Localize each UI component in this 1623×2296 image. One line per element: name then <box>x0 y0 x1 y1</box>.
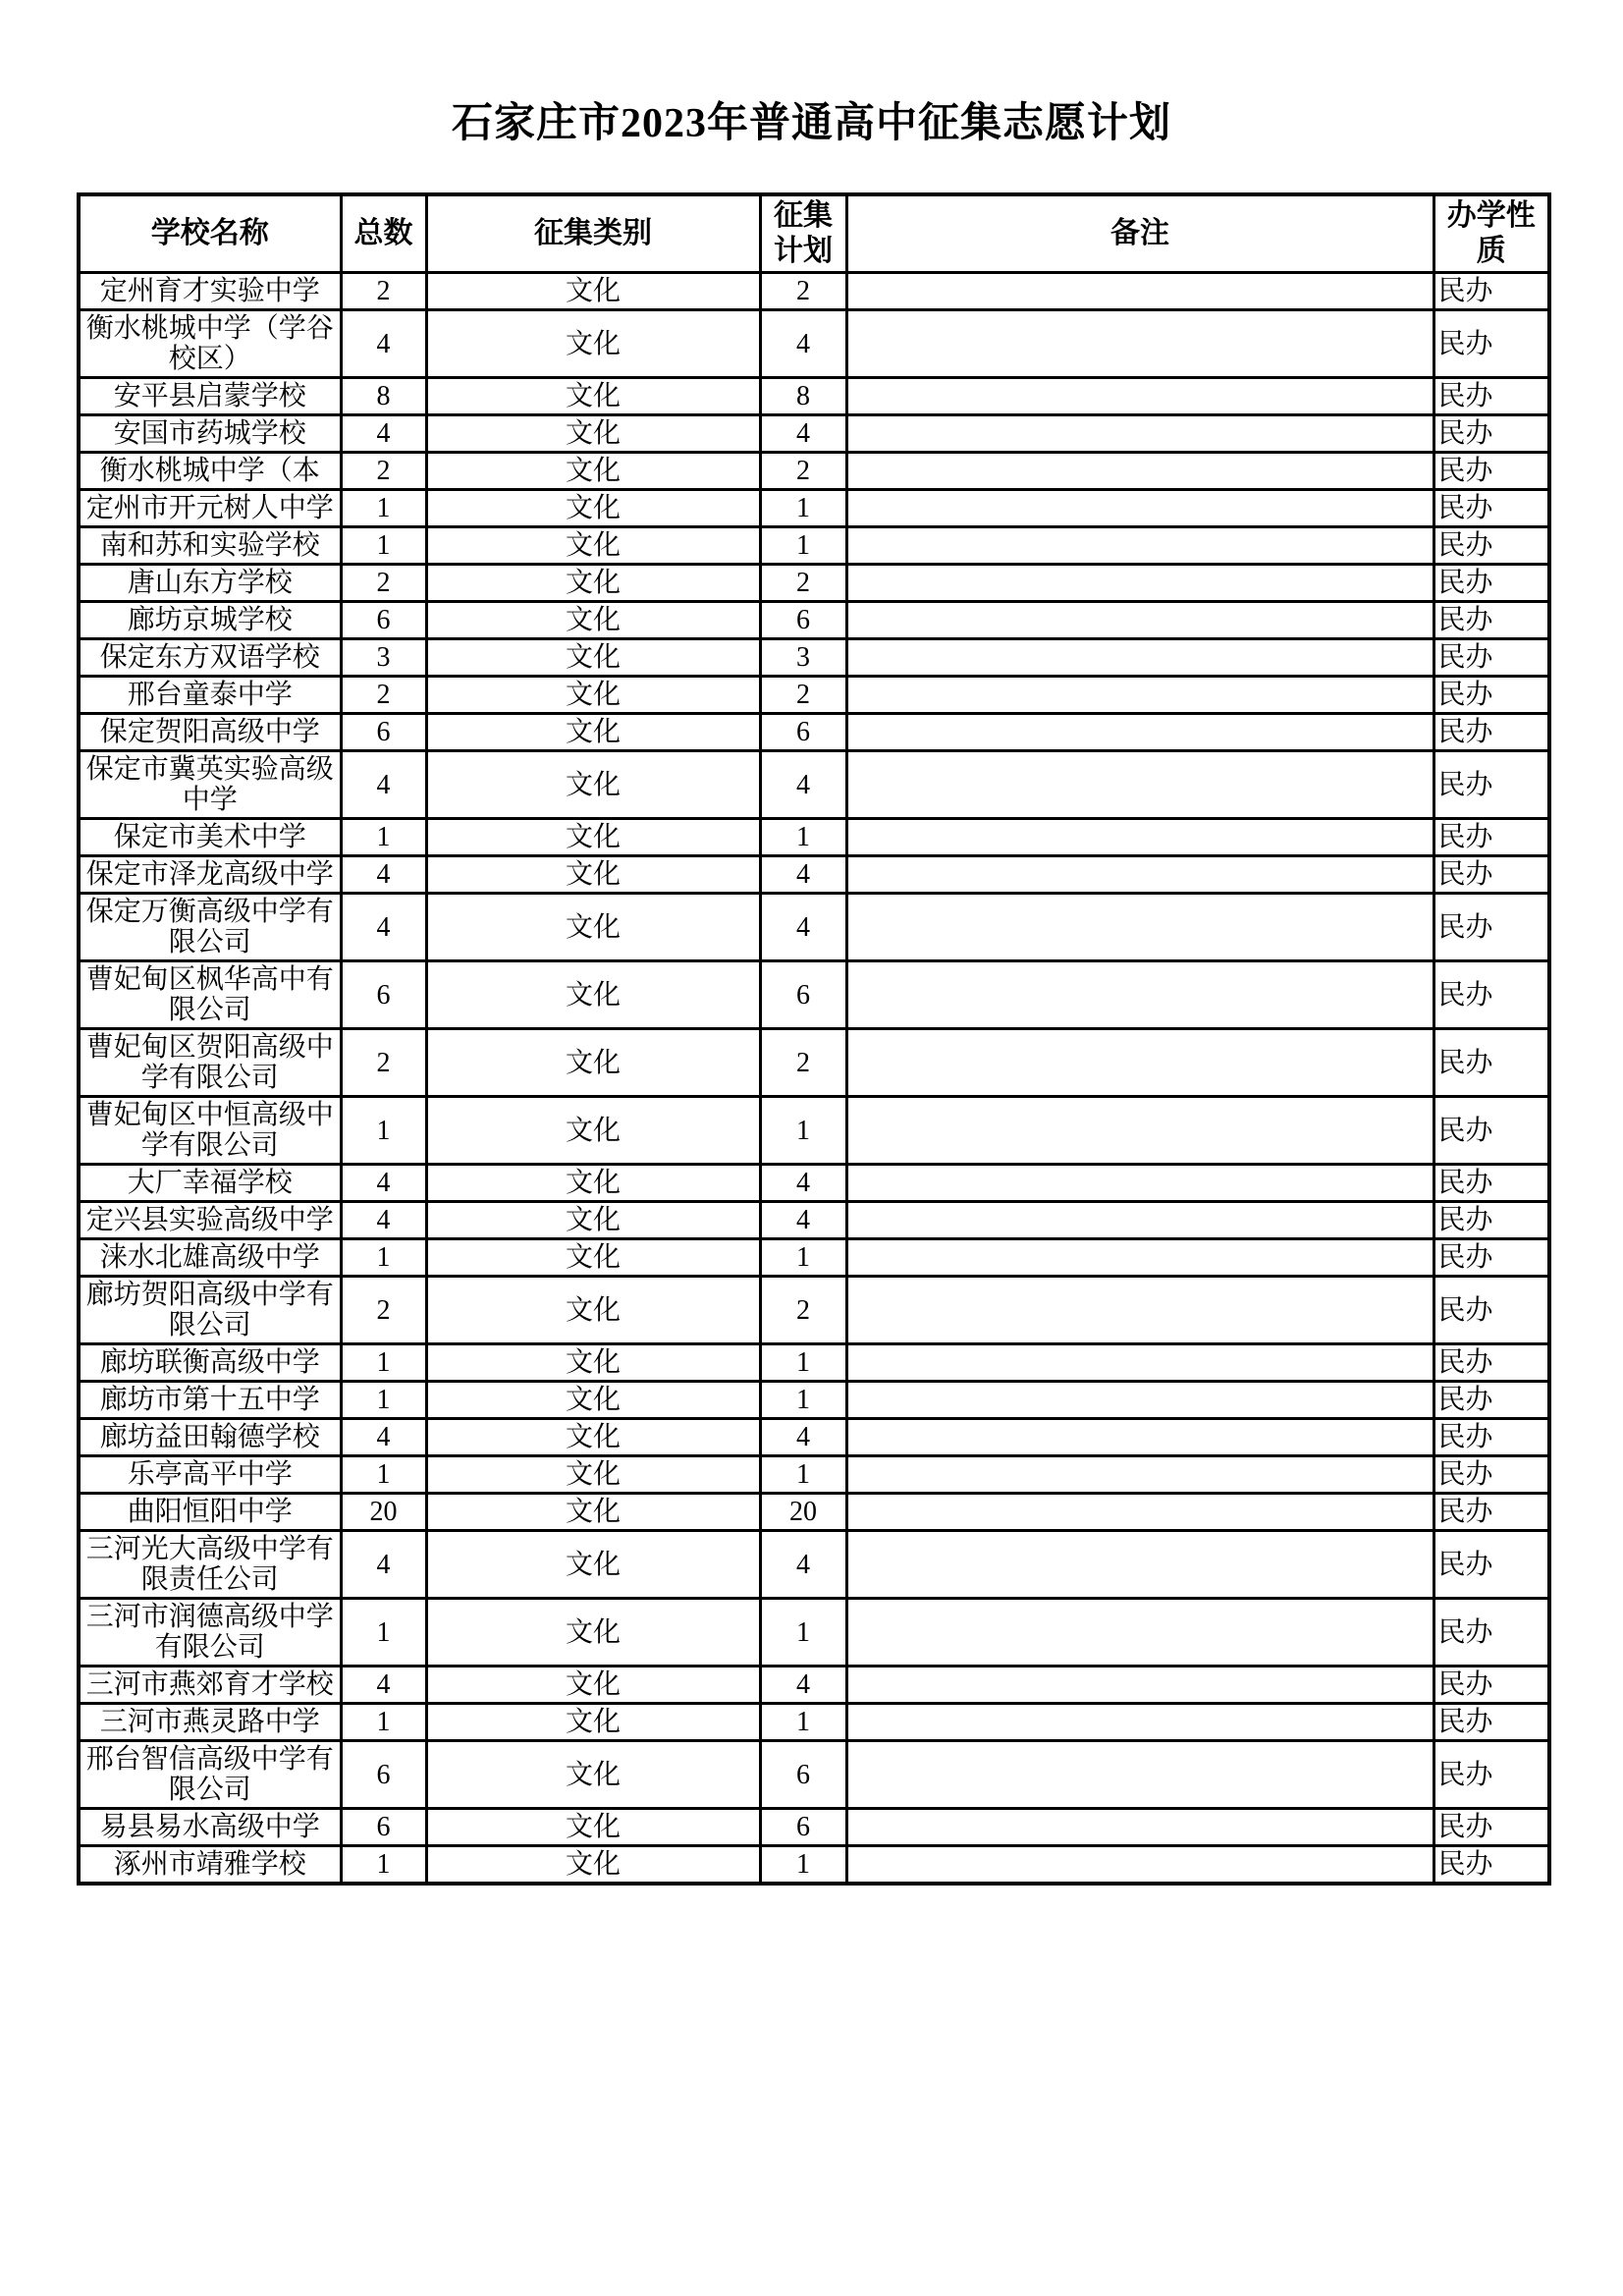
category-cell: 文化 <box>426 1165 760 1202</box>
remark-cell <box>846 1846 1434 1885</box>
nature-cell: 民办 <box>1434 378 1549 415</box>
nature-cell: 民办 <box>1434 1419 1549 1456</box>
table-row <box>79 677 1549 714</box>
remark-cell <box>846 1277 1434 1344</box>
column-header-remark: 备注 <box>846 194 1434 273</box>
table-row <box>79 894 1549 961</box>
total-cell: 6 <box>341 1741 426 1809</box>
school-name-cell: 廊坊贺阳高级中学有限公司 <box>79 1277 341 1344</box>
category-cell: 文化 <box>426 1846 760 1885</box>
remark-cell <box>846 1809 1434 1846</box>
total-cell: 4 <box>341 415 426 453</box>
table-row <box>79 1097 1549 1165</box>
total-cell: 2 <box>341 1029 426 1097</box>
plan-cell: 1 <box>760 490 846 527</box>
table-row <box>79 1809 1549 1846</box>
plan-cell: 1 <box>760 527 846 565</box>
table-row <box>79 1382 1549 1419</box>
column-header-total: 总数 <box>341 194 426 273</box>
plan-cell: 4 <box>760 1202 846 1239</box>
table-row <box>79 1846 1549 1885</box>
plan-cell: 4 <box>760 1531 846 1599</box>
plan-cell: 1 <box>760 819 846 856</box>
remark-cell <box>846 856 1434 894</box>
school-name-cell: 保定市冀英实验高级中学 <box>79 751 341 819</box>
category-cell: 文化 <box>426 1809 760 1846</box>
nature-cell: 民办 <box>1434 1029 1549 1097</box>
plan-cell: 4 <box>760 415 846 453</box>
remark-cell <box>846 1494 1434 1531</box>
category-cell: 文化 <box>426 714 760 751</box>
total-cell: 4 <box>341 1667 426 1704</box>
remark-cell <box>846 602 1434 639</box>
total-cell: 6 <box>341 1809 426 1846</box>
table-row <box>79 527 1549 565</box>
plan-cell: 1 <box>760 1239 846 1277</box>
column-header-category: 征集类别 <box>426 194 760 273</box>
table-row <box>79 1741 1549 1809</box>
category-cell: 文化 <box>426 856 760 894</box>
nature-cell: 民办 <box>1434 961 1549 1029</box>
table-row <box>79 415 1549 453</box>
remark-cell <box>846 1202 1434 1239</box>
category-cell: 文化 <box>426 751 760 819</box>
total-cell: 4 <box>341 310 426 378</box>
total-cell: 1 <box>341 1344 426 1382</box>
nature-cell: 民办 <box>1434 819 1549 856</box>
nature-cell: 民办 <box>1434 1239 1549 1277</box>
remark-cell <box>846 1239 1434 1277</box>
remark-cell <box>846 1419 1434 1456</box>
table-row <box>79 639 1549 677</box>
school-name-cell: 曹妃甸区中恒高级中学有限公司 <box>79 1097 341 1165</box>
category-cell: 文化 <box>426 1494 760 1531</box>
plan-cell: 6 <box>760 714 846 751</box>
table-row <box>79 1029 1549 1097</box>
remark-cell <box>846 1344 1434 1382</box>
school-name-cell: 涞水北雄高级中学 <box>79 1239 341 1277</box>
table-row <box>79 490 1549 527</box>
plan-cell: 2 <box>760 677 846 714</box>
remark-cell <box>846 1531 1434 1599</box>
plan-cell: 4 <box>760 856 846 894</box>
plan-cell: 4 <box>760 310 846 378</box>
school-name-cell: 易县易水高级中学 <box>79 1809 341 1846</box>
category-cell: 文化 <box>426 1277 760 1344</box>
table-row <box>79 1704 1549 1741</box>
nature-cell: 民办 <box>1434 1531 1549 1599</box>
remark-cell <box>846 1382 1434 1419</box>
table-row <box>79 1456 1549 1494</box>
school-name-cell: 三河市燕郊育才学校 <box>79 1667 341 1704</box>
school-name-cell: 曹妃甸区贺阳高级中学有限公司 <box>79 1029 341 1097</box>
category-cell: 文化 <box>426 1599 760 1667</box>
category-cell: 文化 <box>426 378 760 415</box>
table-row <box>79 1344 1549 1382</box>
school-name-cell: 保定万衡高级中学有限公司 <box>79 894 341 961</box>
plan-cell: 4 <box>760 1667 846 1704</box>
plan-cell: 1 <box>760 1456 846 1494</box>
total-cell: 1 <box>341 1456 426 1494</box>
total-cell: 1 <box>341 819 426 856</box>
school-name-cell: 廊坊联衡高级中学 <box>79 1344 341 1382</box>
total-cell: 2 <box>341 273 426 310</box>
category-cell: 文化 <box>426 819 760 856</box>
school-name-cell: 衡水桃城中学（学谷校区） <box>79 310 341 378</box>
nature-cell: 民办 <box>1434 677 1549 714</box>
school-name-cell: 邢台智信高级中学有限公司 <box>79 1741 341 1809</box>
table-row <box>79 1531 1549 1599</box>
school-name-cell: 保定市美术中学 <box>79 819 341 856</box>
nature-cell: 民办 <box>1434 490 1549 527</box>
school-name-cell: 南和苏和实验学校 <box>79 527 341 565</box>
table-row <box>79 378 1549 415</box>
total-cell: 1 <box>341 527 426 565</box>
nature-cell: 民办 <box>1434 1277 1549 1344</box>
plan-cell: 1 <box>760 1704 846 1741</box>
table-row <box>79 856 1549 894</box>
total-cell: 4 <box>341 894 426 961</box>
total-cell: 8 <box>341 378 426 415</box>
plan-cell: 6 <box>760 961 846 1029</box>
remark-cell <box>846 1029 1434 1097</box>
remark-cell <box>846 490 1434 527</box>
remark-cell <box>846 527 1434 565</box>
table-row <box>79 714 1549 751</box>
nature-cell: 民办 <box>1434 1165 1549 1202</box>
category-cell: 文化 <box>426 1667 760 1704</box>
nature-cell: 民办 <box>1434 602 1549 639</box>
total-cell: 6 <box>341 602 426 639</box>
table-row <box>79 1239 1549 1277</box>
remark-cell <box>846 751 1434 819</box>
remark-cell <box>846 1704 1434 1741</box>
plan-cell: 6 <box>760 1741 846 1809</box>
school-name-cell: 涿州市靖雅学校 <box>79 1846 341 1885</box>
plan-cell: 2 <box>760 565 846 602</box>
school-name-cell: 乐亭高平中学 <box>79 1456 341 1494</box>
plan-cell: 4 <box>760 1165 846 1202</box>
remark-cell <box>846 714 1434 751</box>
school-name-cell: 衡水桃城中学（本 <box>79 453 341 490</box>
remark-cell <box>846 1741 1434 1809</box>
nature-cell: 民办 <box>1434 273 1549 310</box>
school-name-cell: 廊坊京城学校 <box>79 602 341 639</box>
remark-cell <box>846 273 1434 310</box>
total-cell: 1 <box>341 1704 426 1741</box>
nature-cell: 民办 <box>1434 856 1549 894</box>
category-cell: 文化 <box>426 273 760 310</box>
school-name-cell: 保定东方双语学校 <box>79 639 341 677</box>
table-row <box>79 961 1549 1029</box>
nature-cell: 民办 <box>1434 527 1549 565</box>
table-row <box>79 453 1549 490</box>
table-row <box>79 1165 1549 1202</box>
school-name-cell: 安国市药城学校 <box>79 415 341 453</box>
category-cell: 文化 <box>426 1382 760 1419</box>
school-name-cell: 保定市泽龙高级中学 <box>79 856 341 894</box>
total-cell: 1 <box>341 1599 426 1667</box>
plan-cell: 4 <box>760 751 846 819</box>
total-cell: 2 <box>341 1277 426 1344</box>
plan-cell: 6 <box>760 1809 846 1846</box>
nature-cell: 民办 <box>1434 310 1549 378</box>
category-cell: 文化 <box>426 1531 760 1599</box>
remark-cell <box>846 1599 1434 1667</box>
category-cell: 文化 <box>426 453 760 490</box>
nature-cell: 民办 <box>1434 1809 1549 1846</box>
category-cell: 文化 <box>426 1202 760 1239</box>
school-name-cell: 大厂幸福学校 <box>79 1165 341 1202</box>
table-row <box>79 1419 1549 1456</box>
school-name-cell: 安平县启蒙学校 <box>79 378 341 415</box>
school-name-cell: 定州市开元树人中学 <box>79 490 341 527</box>
nature-cell: 民办 <box>1434 1846 1549 1885</box>
table-row <box>79 751 1549 819</box>
remark-cell <box>846 894 1434 961</box>
total-cell: 4 <box>341 1531 426 1599</box>
total-cell: 4 <box>341 1165 426 1202</box>
total-cell: 4 <box>341 856 426 894</box>
school-name-cell: 曹妃甸区枫华高中有限公司 <box>79 961 341 1029</box>
remark-cell <box>846 819 1434 856</box>
column-header-plan: 征集计划 <box>760 194 846 273</box>
plan-cell: 6 <box>760 602 846 639</box>
nature-cell: 民办 <box>1434 1202 1549 1239</box>
table-row <box>79 1277 1549 1344</box>
plan-cell: 20 <box>760 1494 846 1531</box>
remark-cell <box>846 453 1434 490</box>
category-cell: 文化 <box>426 1344 760 1382</box>
table-row <box>79 310 1549 378</box>
nature-cell: 民办 <box>1434 1344 1549 1382</box>
table-row <box>79 1599 1549 1667</box>
plan-cell: 8 <box>760 378 846 415</box>
plan-cell: 1 <box>760 1846 846 1885</box>
table-row <box>79 1494 1549 1531</box>
nature-cell: 民办 <box>1434 894 1549 961</box>
nature-cell: 民办 <box>1434 565 1549 602</box>
nature-cell: 民办 <box>1434 1494 1549 1531</box>
school-name-cell: 邢台童泰中学 <box>79 677 341 714</box>
remark-cell <box>846 1456 1434 1494</box>
nature-cell: 民办 <box>1434 1667 1549 1704</box>
total-cell: 3 <box>341 639 426 677</box>
nature-cell: 民办 <box>1434 415 1549 453</box>
school-name-cell: 三河市润德高级中学有限公司 <box>79 1599 341 1667</box>
remark-cell <box>846 639 1434 677</box>
school-name-cell: 定州育才实验中学 <box>79 273 341 310</box>
plan-cell: 1 <box>760 1097 846 1165</box>
plan-cell: 4 <box>760 1419 846 1456</box>
remark-cell <box>846 415 1434 453</box>
remark-cell <box>846 1667 1434 1704</box>
category-cell: 文化 <box>426 490 760 527</box>
category-cell: 文化 <box>426 415 760 453</box>
category-cell: 文化 <box>426 1239 760 1277</box>
total-cell: 20 <box>341 1494 426 1531</box>
remark-cell <box>846 565 1434 602</box>
category-cell: 文化 <box>426 894 760 961</box>
category-cell: 文化 <box>426 639 760 677</box>
category-cell: 文化 <box>426 961 760 1029</box>
nature-cell: 民办 <box>1434 639 1549 677</box>
total-cell: 4 <box>341 1419 426 1456</box>
plan-cell: 1 <box>760 1599 846 1667</box>
plan-cell: 1 <box>760 1344 846 1382</box>
table-header <box>79 194 1549 273</box>
school-name-cell: 唐山东方学校 <box>79 565 341 602</box>
remark-cell <box>846 1165 1434 1202</box>
category-cell: 文化 <box>426 602 760 639</box>
nature-cell: 民办 <box>1434 453 1549 490</box>
total-cell: 1 <box>341 1846 426 1885</box>
category-cell: 文化 <box>426 1456 760 1494</box>
total-cell: 6 <box>341 714 426 751</box>
nature-cell: 民办 <box>1434 1704 1549 1741</box>
category-cell: 文化 <box>426 1029 760 1097</box>
table-row <box>79 1202 1549 1239</box>
school-name-cell: 廊坊益田翰德学校 <box>79 1419 341 1456</box>
table-row <box>79 273 1549 310</box>
category-cell: 文化 <box>426 1097 760 1165</box>
category-cell: 文化 <box>426 677 760 714</box>
remark-cell <box>846 1097 1434 1165</box>
column-header-school: 学校名称 <box>79 194 341 273</box>
category-cell: 文化 <box>426 1741 760 1809</box>
school-name-cell: 三河光大高级中学有限责任公司 <box>79 1531 341 1599</box>
plan-cell: 3 <box>760 639 846 677</box>
header-row <box>79 194 1549 273</box>
nature-cell: 民办 <box>1434 1599 1549 1667</box>
plan-cell: 2 <box>760 453 846 490</box>
plan-cell: 1 <box>760 1382 846 1419</box>
table-row <box>79 819 1549 856</box>
total-cell: 4 <box>341 1202 426 1239</box>
category-cell: 文化 <box>426 527 760 565</box>
school-name-cell: 定兴县实验高级中学 <box>79 1202 341 1239</box>
table-row <box>79 565 1549 602</box>
column-header-nature: 办学性质 <box>1434 194 1549 273</box>
plan-cell: 2 <box>760 1029 846 1097</box>
table-row <box>79 602 1549 639</box>
nature-cell: 民办 <box>1434 751 1549 819</box>
plan-table <box>77 192 1551 1886</box>
total-cell: 6 <box>341 961 426 1029</box>
school-name-cell: 三河市燕灵路中学 <box>79 1704 341 1741</box>
total-cell: 1 <box>341 490 426 527</box>
nature-cell: 民办 <box>1434 1456 1549 1494</box>
nature-cell: 民办 <box>1434 714 1549 751</box>
page-title: 石家庄市2023年普通高中征集志愿计划 <box>451 101 1171 146</box>
total-cell: 2 <box>341 453 426 490</box>
school-name-cell: 曲阳恒阳中学 <box>79 1494 341 1531</box>
nature-cell: 民办 <box>1434 1097 1549 1165</box>
category-cell: 文化 <box>426 1419 760 1456</box>
category-cell: 文化 <box>426 565 760 602</box>
remark-cell <box>846 378 1434 415</box>
total-cell: 1 <box>341 1097 426 1165</box>
remark-cell <box>846 677 1434 714</box>
remark-cell <box>846 961 1434 1029</box>
table-row <box>79 1667 1549 1704</box>
school-name-cell: 廊坊市第十五中学 <box>79 1382 341 1419</box>
category-cell: 文化 <box>426 1704 760 1741</box>
total-cell: 1 <box>341 1382 426 1419</box>
table-body <box>79 273 1549 1885</box>
plan-cell: 2 <box>760 1277 846 1344</box>
total-cell: 4 <box>341 751 426 819</box>
total-cell: 2 <box>341 565 426 602</box>
total-cell: 1 <box>341 1239 426 1277</box>
school-name-cell: 保定贺阳高级中学 <box>79 714 341 751</box>
nature-cell: 民办 <box>1434 1382 1549 1419</box>
plan-cell: 4 <box>760 894 846 961</box>
category-cell: 文化 <box>426 310 760 378</box>
total-cell: 2 <box>341 677 426 714</box>
nature-cell: 民办 <box>1434 1741 1549 1809</box>
remark-cell <box>846 310 1434 378</box>
plan-cell: 2 <box>760 273 846 310</box>
